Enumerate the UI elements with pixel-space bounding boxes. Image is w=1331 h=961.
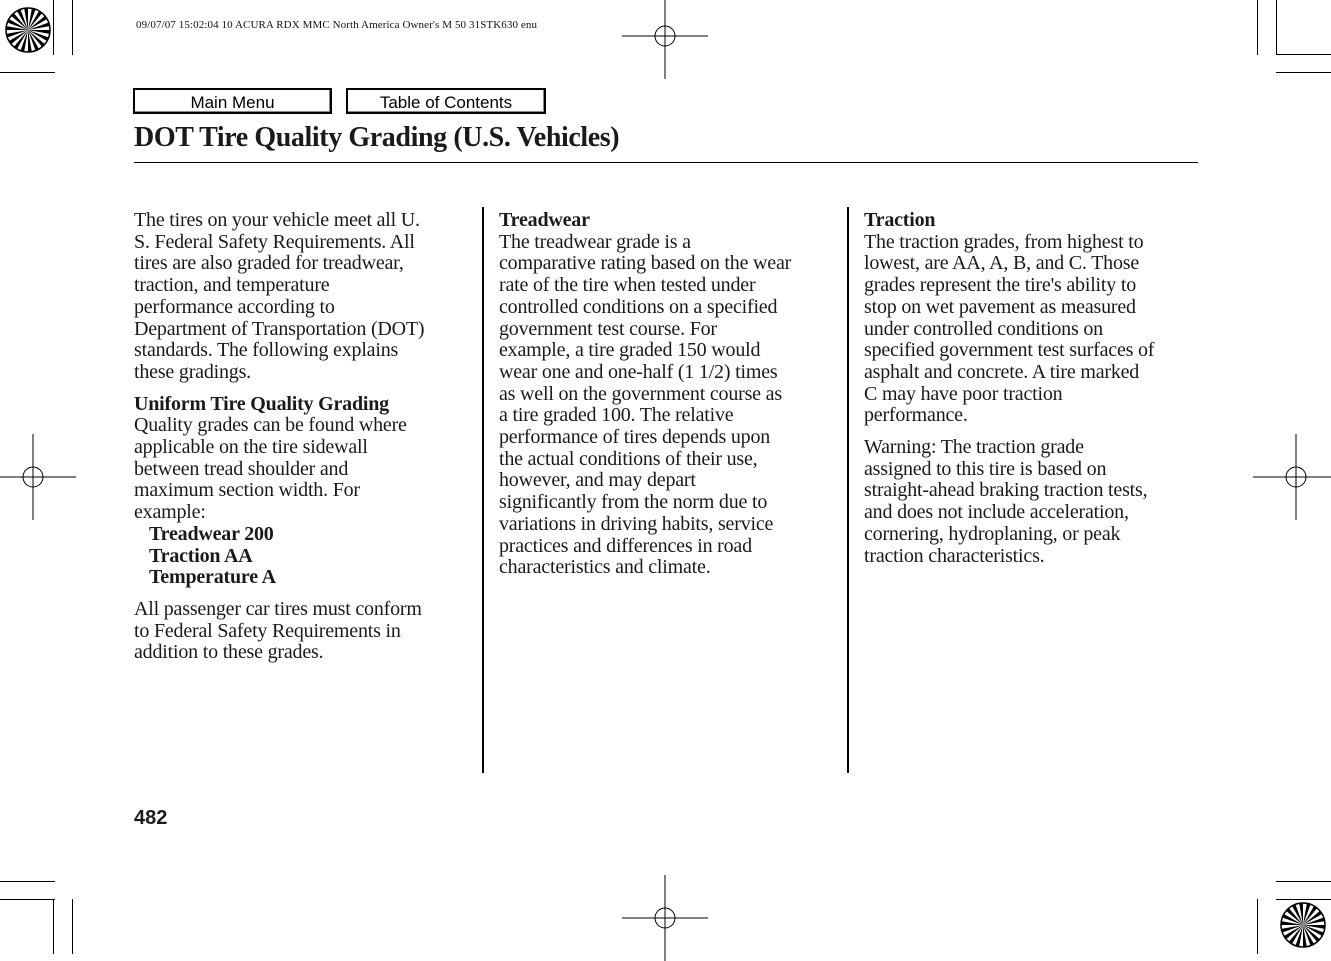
registration-target-top xyxy=(622,0,708,79)
registration-target-left xyxy=(0,434,76,520)
treadwear-paragraph: The treadwear grade is a comparative rating based on the wear rate of the tire when tested under controlled conditions on a specified government test course. For example, a tire graded 150 would wear one and one-half (1 1/2) times as well on the government course as a tire graded 100. The relative performance of tires depends upon the actual conditions of their use, however, and may depart significantly from the norm due to variations in driving habits, service practices and differences in road characteristics and climate. xyxy=(499,230,792,579)
title-divider xyxy=(134,162,1198,163)
column-divider-1 xyxy=(482,207,484,773)
uniform-grading-paragraph: Quality grades can be found where applicable on the tire sidewall between tread shoulder and maximum section width. For example: xyxy=(134,414,407,524)
starburst-mark-top-left xyxy=(4,6,52,54)
registration-target-bottom xyxy=(622,875,708,961)
traction-heading: Traction xyxy=(864,209,936,231)
column-2 xyxy=(499,210,837,579)
example-traction: Traction AA xyxy=(149,544,253,567)
uniform-grading-heading: Uniform Tire Quality Grading xyxy=(134,392,389,415)
table-of-contents-label: Table of Contents xyxy=(379,92,513,112)
traction-warning-paragraph: Warning: The traction grade assigned to this tire is based on straight-ahead braking traction tests, and does not include acceleration, cornering, hydroplaning, or peak traction characteristics. xyxy=(864,436,1148,567)
main-menu-button[interactable] xyxy=(133,88,332,114)
column-3 xyxy=(864,210,1200,567)
page-number: 482 xyxy=(134,807,168,829)
traction-paragraph: The traction grades, from highest to lowest, are AA, A, B, and C. Those grades represent the tire's ability to stop on wet pavement as measured under controlled conditions on specified government test surfaces of asphalt and concrete. A tire marked C may have poor traction performance. xyxy=(864,230,1155,427)
registration-target-right xyxy=(1253,434,1331,520)
treadwear-heading: Treadwear xyxy=(499,209,590,231)
print-header: 09/07/07 15:02:04 10 ACURA RDX MMC North America Owner's M 50 31STK630 enu xyxy=(136,19,538,31)
page-title: DOT Tire Quality Grading (U.S. Vehicles) xyxy=(134,122,620,153)
closing-paragraph: All passenger car tires must conform to Federal Safety Requirements in addition to these grades. xyxy=(134,597,422,664)
column-1 xyxy=(134,210,474,664)
example-treadwear: Treadwear 200 xyxy=(149,522,274,545)
main-menu-label: Main Menu xyxy=(190,92,275,112)
intro-paragraph: The tires on your vehicle meet all U. S. Federal Safety Requirements. All tires are also graded for treadwear, traction, and temperature performance according to Department of Transportation (DOT) standards. The following explains these gradings. xyxy=(134,209,425,383)
example-temperature: Temperature A xyxy=(149,566,276,589)
table-of-contents-button[interactable] xyxy=(346,88,546,114)
starburst-mark-bottom-right xyxy=(1279,901,1327,949)
column-divider-2 xyxy=(847,207,849,773)
